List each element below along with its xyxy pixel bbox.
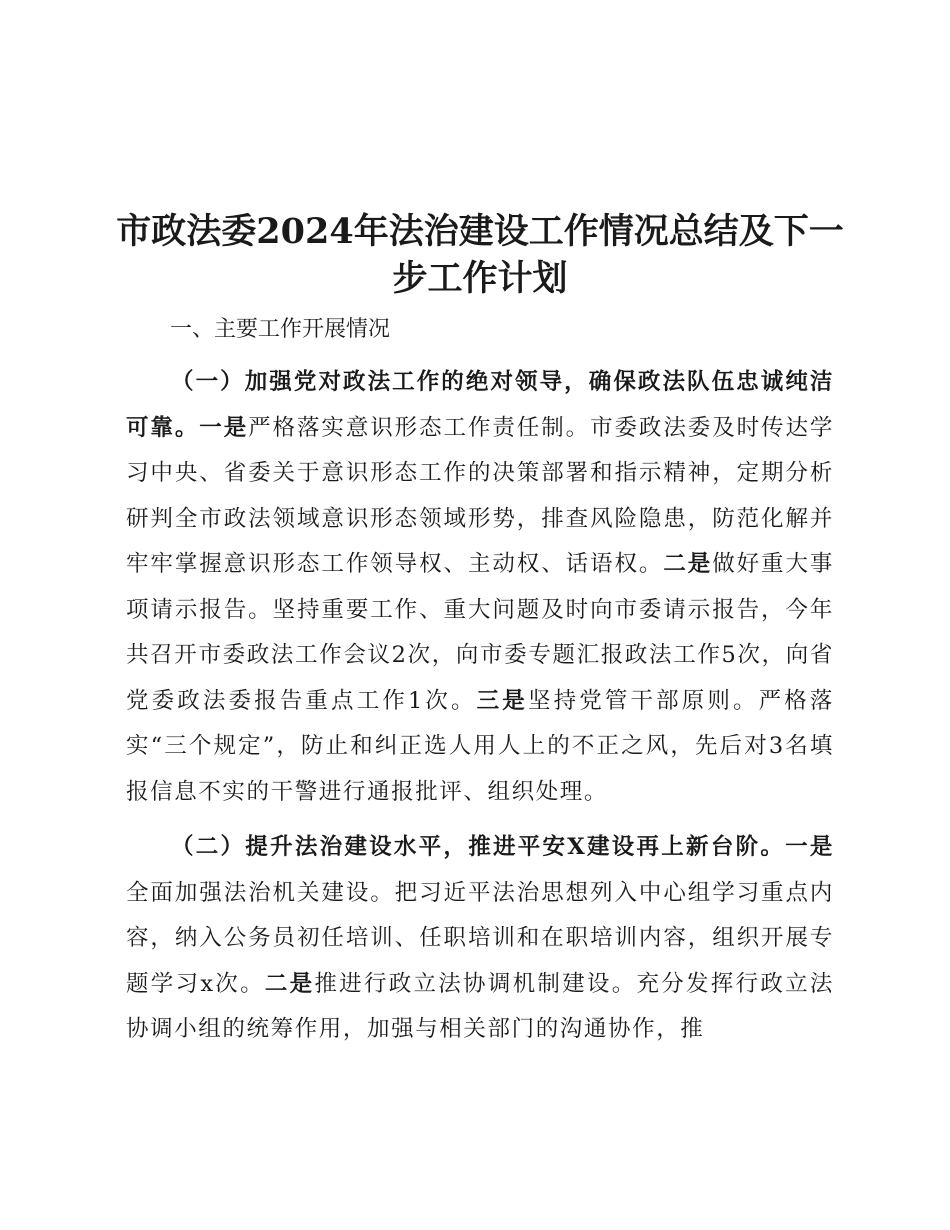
item-marker: 三是: [476, 687, 528, 714]
item-text: 严格落实意识形态工作责任制。市委政法委及时传达学习中央、省委关于意识形态工作的决策部署和指示精神，定期分析研判全市政法领域意识形态领域形势，排查风险隐患，防范化解并牢牢掌握意识形态工作领导权、主动权、话语权。: [126, 414, 834, 577]
item-marker: 二是: [663, 551, 713, 577]
item-text: 推进行政立法协调机制建设。充分发挥行政立法协调小组的统筹作用，加强与相关部门的沟通协作，推: [126, 970, 835, 1042]
paragraph-lead: （二）提升法治建设水平，推进平安X建设再上新台阶。: [171, 834, 786, 860]
document-title: 市政法委2024年法治建设工作情况总结及下一步工作计划: [116, 211, 844, 299]
item-marker: 二是: [264, 970, 315, 997]
paragraph-lead: （一）加强党对政法工作的绝对领导，确保政法队伍忠诚纯洁可靠。: [126, 369, 834, 441]
paragraph-1: [126, 360, 834, 815]
item-text: 全面加强法治机关建设。把习近平法治思想列入中心组学习重点内容，纳入公务员初任培训、任职培训和在职培训内容，组织开展专题学习x次。: [126, 879, 834, 997]
item-text: 坚持党管干部原则。严格落实“三个规定”，防止和纠正选人用人上的不正之风，先后对3名填报信息不实的干警进行通报批评、组织处理。: [126, 687, 834, 805]
item-marker: 一是: [199, 414, 249, 441]
section-heading: 一、主要工作开展情况: [170, 317, 391, 342]
document-page: [116, 208, 844, 1053]
item-text: 做好重大事项请示报告。坚持重要工作、重大问题及时向市委请示报告，今年共召开市委政法工作会议2次，向市委专题汇报政法工作5次，向省党委政法委报告重点工作1次。: [126, 551, 835, 714]
paragraph-2: [126, 825, 834, 1053]
item-marker: 一是: [785, 834, 834, 860]
